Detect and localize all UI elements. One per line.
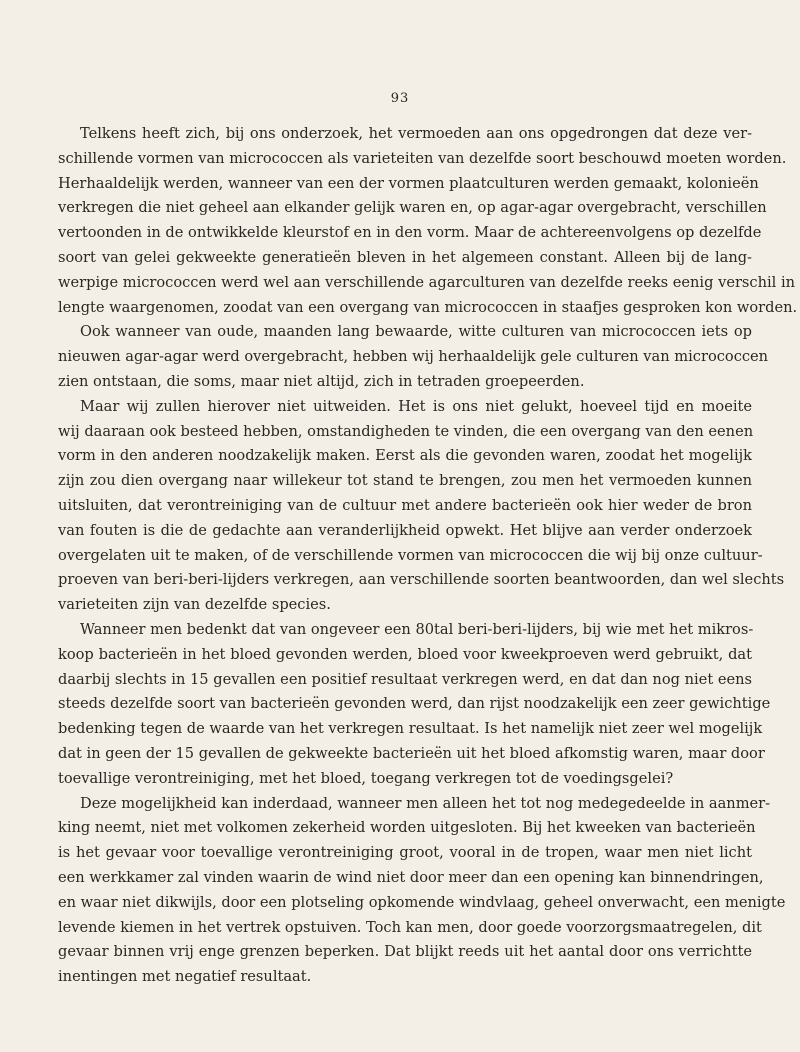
text-line: van fouten is die de gedachte aan veranderlijkheid opwekt. Het blijve aan verder onderzoek <box>58 521 752 539</box>
text-line: inentingen met negatief resultaat. <box>58 968 312 986</box>
paragraph <box>58 122 798 320</box>
text-line: uitsluiten, dat verontreiniging van de cultuur met andere bacterieën ook hier weder de bron <box>58 496 752 514</box>
page-number: 93 <box>390 91 410 106</box>
text-line: dat in geen der 15 gevallen de gekweekte bacterieën uit het bloed afkomstig waren, maar door <box>58 744 765 762</box>
text-line: Telkens heeft zich, bij ons onderzoek, het vermoeden aan ons opgedrongen dat deze ver- <box>80 125 752 142</box>
text-line: daarbij slechts in 15 gevallen een positief resultaat verkregen werd, en dat dan nog niet eens <box>58 670 752 688</box>
text-line: Herhaaldelijk werden, wanneer van een der vormen plaatculturen werden gemaakt, kolonieën <box>58 174 759 192</box>
paragraph <box>58 618 771 792</box>
text-line: lengte waargenomen, zoodat van een overgang van micrococcen in staafjes gesproken kon worden. <box>58 298 798 316</box>
text-line: wij daaraan ook besteed hebben, omstandigheden te vinden, die een overgang van den eenen <box>58 422 754 440</box>
text-line: zien ontstaan, die soms, maar niet altijd, zich in tetraden groepeerden. <box>58 372 585 390</box>
text-line: toevallige verontreiniging, met het bloed, toegang verkregen tot de voedingsgelei? <box>58 769 674 787</box>
text-line: Maar wij zullen hierover niet uitweiden. Het is ons niet gelukt, hoeveel tijd en moeite <box>80 397 752 415</box>
text-line: proeven van beri-beri-lijders verkregen, aan verschillende soorten beantwoorden, dan wel slechts <box>58 571 785 589</box>
text-line: nieuwen agar-agar werd overgebracht, hebben wij herhaaldelijk gele culturen van micrococcen <box>58 348 769 366</box>
text-line: levende kiemen in het vertrek opstuiven. Toch kan men, door goede voorzorgsmaatregelen, dit <box>58 918 762 936</box>
paragraph <box>58 320 769 394</box>
text-line: overgelaten uit te maken, of de verschillende vormen van micrococcen die wij bij onze cultuur- <box>58 546 763 564</box>
text-line: king neemt, niet met volkomen zekerheid worden uitgesloten. Bij het kweeken van bacterieën <box>58 819 756 837</box>
text-line: gevaar binnen vrij enge grenzen beperken. Dat blijkt reeds uit het aantal door ons verrichtte <box>58 943 752 961</box>
text-line: soort van gelei gekweekte generatieën bleven in het algemeen constant. Alleen bij de lang- <box>58 248 752 266</box>
text-line: zijn zou dien overgang naar willekeur tot stand te brengen, zou men het vermoeden kunnen <box>58 472 752 490</box>
text-line: bedenking tegen de waarde van het verkregen resultaat. Is het namelijk niet zeer wel mogelijk <box>58 720 763 738</box>
text-line: vertoonden in de ontwikkelde kleurstof en in den vorm. Maar de achtereenvolgens op dezelfde <box>58 224 762 242</box>
text-line: werpige micrococcen werd wel aan verschillende agarculturen van dezelfde reeks eenig verschil in <box>58 273 796 291</box>
text-line: en waar niet dikwijls, door een plotseling opkomende windvlaag, geheel onverwacht, een menigte <box>58 893 786 911</box>
text-line: een werkkamer zal vinden waarin de wind niet door meer dan een opening kan binnendringen, <box>58 868 764 886</box>
text-line: is het gevaar voor toevallige verontreiniging groot, vooral in de tropen, waar men niet licht <box>58 844 752 862</box>
text-line: varieteiten zijn van dezelfde species. <box>58 596 331 614</box>
text-line: Ook wanneer van oude, maanden lang bewaarde, witte culturen van micrococcen iets op <box>80 323 752 341</box>
text-line: koop bacterieën in het bloed gevonden werden, bloed voor kweekproeven werd gebruikt, dat <box>58 645 752 663</box>
paragraph <box>58 395 785 618</box>
text-line: Deze mogelijkheid kan inderdaad, wanneer men alleen het tot nog medegedeelde in aanmer- <box>80 794 771 812</box>
text-line: verkregen die niet geheel aan elkander gelijk waren en, op agar-agar overgebracht, verschillen <box>58 199 767 217</box>
text-line: steeds dezelfde soort van bacterieën gevonden werd, dan rijst noodzakelijk een zeer gewichtige <box>58 695 771 713</box>
paragraph <box>58 792 786 990</box>
body-text <box>58 122 798 990</box>
text-line: schillende vormen van micrococcen als varieteiten van dezelfde soort beschouwd moeten worden. <box>58 149 787 167</box>
text-line: vorm in den anderen noodzakelijk maken. Eerst als die gevonden waren, zoodat het mogelijk <box>58 447 752 465</box>
text-line: Wanneer men bedenkt dat van ongeveer een 80tal beri-beri-lijders, bij wie met het mikros- <box>80 620 754 638</box>
